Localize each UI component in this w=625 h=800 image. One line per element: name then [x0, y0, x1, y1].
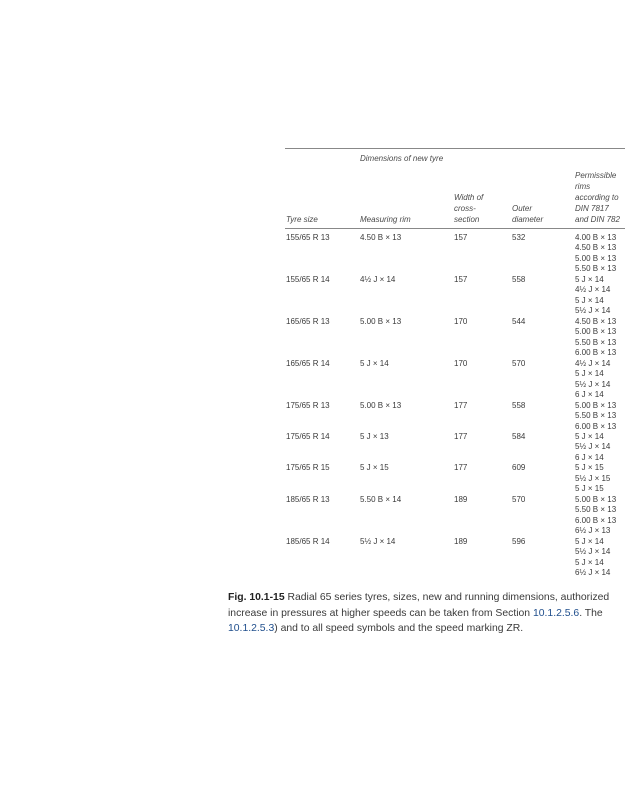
- header-width-line: cross-: [454, 204, 476, 213]
- header-permissible-line: rims: [575, 182, 591, 191]
- caption-line-3: [228, 621, 624, 637]
- cell-permissible-rim: 5 J × 14: [575, 369, 604, 378]
- header-width-line: section: [454, 215, 480, 224]
- cell-permissible-rim: 5 J × 14: [575, 275, 604, 284]
- cell-diameter: 544: [512, 317, 526, 326]
- cell-measuring-rim: 5.50 B × 14: [360, 495, 402, 504]
- caption-text: ) and to all speed symbols and the speed marking ZR.: [274, 623, 524, 635]
- header-permissible-line: DIN 7817: [575, 204, 609, 213]
- cell-measuring-rim: 5½ J × 14: [360, 537, 396, 546]
- cell-width: 170: [454, 359, 468, 368]
- cell-permissible-rim: 5½ J × 14: [575, 547, 611, 556]
- cell-permissible-rim: 5½ J × 14: [575, 380, 611, 389]
- cell-permissible-rim: 5 J × 14: [575, 537, 604, 546]
- section-link[interactable]: 10.1.2.5.3: [228, 623, 275, 635]
- cell-permissible-rim: 5 J × 15: [575, 484, 604, 493]
- cell-diameter: 532: [512, 233, 526, 242]
- cell-tyre-size: 175/65 R 15: [286, 463, 330, 472]
- caption-text: Radial 65 series tyres, sizes, new and running dimensions, authorized: [287, 592, 610, 603]
- cell-permissible-rim: 5 J × 14: [575, 296, 604, 305]
- cell-permissible-rim: 6½ J × 14: [575, 568, 611, 577]
- cell-measuring-rim: 5.00 B × 13: [360, 401, 402, 410]
- cell-permissible-rim: 5.50 B × 13: [575, 264, 617, 273]
- cell-permissible-rim: 6½ J × 13: [575, 526, 611, 535]
- cell-tyre-size: 165/65 R 14: [286, 359, 330, 368]
- cell-width: 157: [454, 275, 468, 284]
- cell-permissible-rim: 6 J × 14: [575, 453, 604, 462]
- cell-permissible-rim: 6.00 B × 13: [575, 348, 617, 357]
- cell-diameter: 570: [512, 495, 526, 504]
- cell-permissible-rim: 5 J × 14: [575, 432, 604, 441]
- figure-label: Fig. 10.1-15: [228, 592, 285, 603]
- header-diameter-line: diameter: [512, 215, 544, 224]
- cell-tyre-size: 165/65 R 13: [286, 317, 330, 326]
- cell-width: 189: [454, 537, 468, 546]
- cell-permissible-rim: 4½ J × 14: [575, 359, 611, 368]
- cell-permissible-rim: 5½ J × 14: [575, 442, 611, 451]
- cell-width: 177: [454, 401, 468, 410]
- cell-permissible-rim: 5.00 B × 13: [575, 254, 617, 263]
- cell-permissible-rim: 6 J × 14: [575, 390, 604, 399]
- section-link[interactable]: 10.1.2.5.6: [532, 607, 580, 619]
- cell-measuring-rim: 5 J × 13: [360, 432, 389, 441]
- cell-tyre-size: 175/65 R 14: [286, 432, 330, 441]
- cell-permissible-rim: 4.00 B × 13: [575, 233, 617, 242]
- cell-measuring-rim: 4½ J × 14: [360, 275, 396, 284]
- cell-permissible-rim: 5½ J × 15: [575, 474, 611, 483]
- cell-permissible-rim: 4.50 B × 13: [575, 317, 617, 326]
- cell-tyre-size: 155/65 R 14: [286, 275, 330, 284]
- cell-permissible-rim: 5.00 B × 13: [575, 495, 617, 504]
- cell-permissible-rim: 4.50 B × 13: [575, 243, 617, 252]
- cell-width: 177: [454, 432, 468, 441]
- cell-diameter: 558: [512, 401, 526, 410]
- cell-tyre-size: 175/65 R 13: [286, 401, 330, 410]
- cell-diameter: 596: [512, 537, 526, 546]
- cell-permissible-rim: 6.00 B × 13: [575, 516, 617, 525]
- cell-width: 170: [454, 317, 468, 326]
- header-tyre-size: Tyre size: [286, 215, 318, 224]
- cell-tyre-size: 155/65 R 13: [286, 233, 330, 242]
- cell-measuring-rim: 5 J × 14: [360, 359, 389, 368]
- group-header: Dimensions of new tyre: [360, 154, 444, 163]
- cell-permissible-rim: 5 J × 14: [575, 558, 604, 567]
- header-bottom-rule: [285, 228, 625, 229]
- caption-line-2: [228, 606, 624, 622]
- cell-diameter: 609: [512, 463, 526, 472]
- cell-permissible-rim: 5.50 B × 13: [575, 411, 617, 420]
- cell-tyre-size: 185/65 R 13: [286, 495, 330, 504]
- cell-width: 189: [454, 495, 468, 504]
- figure-caption: [228, 590, 624, 637]
- table-top-rule: [285, 148, 625, 149]
- caption-text: . The: [579, 607, 603, 619]
- cell-permissible-rim: 5.50 B × 13: [575, 505, 617, 514]
- cell-permissible-rim: 5½ J × 14: [575, 306, 611, 315]
- cell-measuring-rim: 5 J × 15: [360, 463, 389, 472]
- header-diameter-line: Outer: [512, 204, 533, 213]
- cell-permissible-rim: 5 J × 15: [575, 463, 604, 472]
- header-measuring-rim: Measuring rim: [360, 215, 411, 224]
- cell-measuring-rim: 4.50 B × 13: [360, 233, 402, 242]
- cell-tyre-size: 185/65 R 14: [286, 537, 330, 546]
- cell-width: 177: [454, 463, 468, 472]
- cell-diameter: 584: [512, 432, 526, 441]
- cell-permissible-rim: 6.00 B × 13: [575, 422, 617, 431]
- header-permissible-line: Permissible: [575, 171, 617, 180]
- caption-text: increase in pressures at higher speeds can be taken from Section: [228, 607, 533, 619]
- cell-permissible-rim: 4½ J × 14: [575, 285, 611, 294]
- header-permissible-line: and DIN 782: [575, 215, 620, 224]
- cell-permissible-rim: 5.00 B × 13: [575, 401, 617, 410]
- cell-diameter: 570: [512, 359, 526, 368]
- cell-diameter: 558: [512, 275, 526, 284]
- cell-permissible-rim: 5.50 B × 13: [575, 338, 617, 347]
- header-permissible-line: according to: [575, 193, 619, 202]
- cell-measuring-rim: 5.00 B × 13: [360, 317, 402, 326]
- cell-width: 157: [454, 233, 468, 242]
- cell-permissible-rim: 5.00 B × 13: [575, 327, 617, 336]
- header-width-line: Width of: [454, 193, 484, 202]
- caption-line-1: [228, 590, 624, 606]
